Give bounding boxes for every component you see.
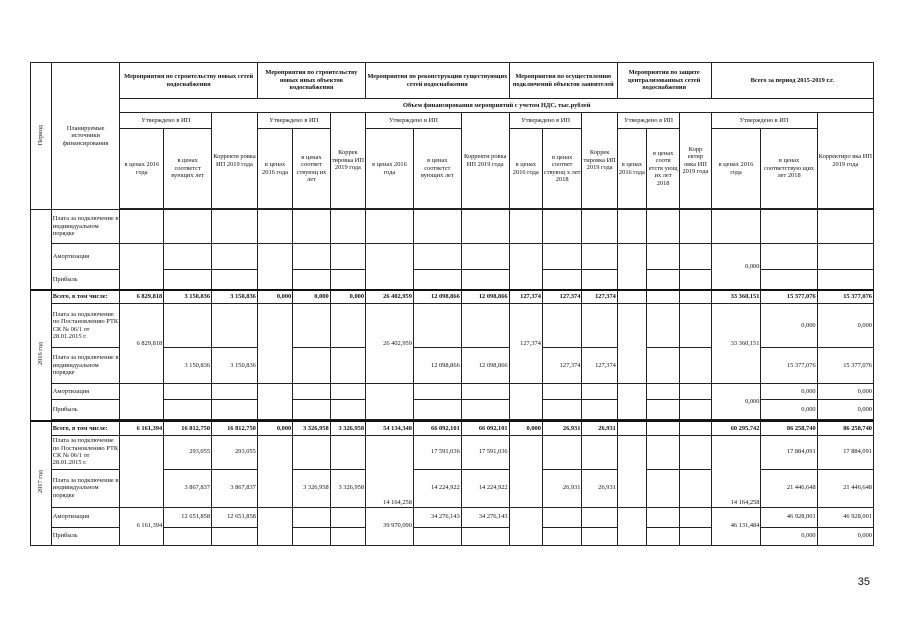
group-header-4: Мероприятия по осуществлению подключений объектов заявителей (509, 63, 617, 99)
y2017-amort-cell: 34 276,143 (413, 507, 461, 527)
y2017-ind-cell: 3 867,837 (164, 469, 212, 507)
period-cell-0 (31, 210, 52, 290)
row-label-plata-ind: Плата за подключение в индивидуальном порядке (51, 210, 120, 244)
y2017-total-cell: 86 258,740 (817, 421, 873, 435)
y2016-g4-2016: 127,374 (509, 304, 542, 384)
y2017-ind-cell: 14 224,922 (461, 469, 509, 507)
y2017-total-cell: 26,931 (582, 421, 617, 435)
y2016-g6-2016: 33 360,151 (711, 304, 761, 384)
y2016-ind-cell: 12 098,866 (413, 348, 461, 384)
y2017-ind-cell: 26,931 (582, 469, 617, 507)
g3-2016-header: в ценах 2016 года (366, 129, 414, 209)
sources-header: Планируемые источники финансирования (51, 63, 120, 210)
y2016-total-cell: 33 360,151 (711, 290, 761, 304)
y2016-total-cell: 3 150,836 (164, 290, 212, 304)
g5-corr-header: Корр ектир овка ИП 2019 года (680, 113, 711, 209)
y2016-amort-cell: 0,000 (817, 384, 873, 400)
y2016-total-cell: 6 829,818 (120, 290, 164, 304)
g4-2016-header: в ценах 2016 года (509, 129, 542, 209)
y2017-rtk-cell: 293,055 (164, 435, 212, 469)
y2017-profit-label: Прибыль (51, 527, 120, 545)
y2016-total-cell: 12 098,866 (461, 290, 509, 304)
approved-label-1: Утверждено в ИП (120, 113, 212, 129)
y2017-g3-2016: 39 970,090 (366, 507, 414, 545)
y2016-profit-cell: 0,000 (817, 400, 873, 420)
g2-2016-header: в ценах 2016 года (257, 129, 292, 209)
y2016-g3-2016: 26 402,959 (366, 304, 414, 384)
approved-label-5: Утверждено в ИП (617, 113, 679, 129)
y2016-total-label: Всего, в том числе: (51, 290, 120, 304)
y2016-g1-2016: 6 829,818 (120, 304, 164, 384)
period-2016: 2016 год (31, 290, 52, 422)
y2017-total-label: Всего, в том числе: (51, 421, 120, 435)
group-header-2: Мероприятия по строительству новых иных объектов водоснабжения (257, 63, 365, 99)
g6-corr-header: Корректиро вка ИП 2019 года (817, 113, 873, 209)
y2016-total-cell: 0,000 (257, 290, 292, 304)
g1-2016-header: в ценах 2016 года (120, 129, 164, 209)
top-g6-merged: 0,000 (711, 244, 761, 290)
y2017-total-cell: 66 092,101 (413, 421, 461, 435)
y2017-ind-cell: 3 867,837 (212, 469, 258, 507)
y2017-total-cell: 60 295,742 (711, 421, 761, 435)
y2017-total-cell: 3 326,958 (330, 421, 365, 435)
g1-corr-header: Корректи ровка ИП 2019 года (212, 113, 258, 209)
y2016-ind-cell: 12 098,866 (461, 348, 509, 384)
y2017-amort-cell: 46 928,001 (817, 507, 873, 527)
y2016-rtk-cell: 0,000 (817, 304, 873, 348)
y2016-ind-cell: 3 150,836 (164, 348, 212, 384)
y2017-profit-cell: 0,000 (761, 527, 817, 545)
y2017-amort-cell: 46 928,001 (761, 507, 817, 527)
approved-label-2: Утверждено в ИП (257, 113, 330, 129)
y2017-rtk-cell: 17 591,036 (413, 435, 461, 469)
y2017-rtk-cell: 293,055 (212, 435, 258, 469)
y2017-total-cell: 66 092,101 (461, 421, 509, 435)
y2017-total-cell: 0,000 (509, 421, 542, 435)
y2017-ind-cell: 21 446,648 (761, 469, 817, 507)
y2016-profit-label: Прибыль (51, 400, 120, 420)
group-header-6: Всего за период 2015-2019 г.г. (711, 63, 873, 99)
y2017-total-cell: 0,000 (257, 421, 292, 435)
y2016-total-cell: 0,000 (293, 290, 330, 304)
y2017-ind-cell: 3 326,958 (330, 469, 365, 507)
y2016-total-cell: 12 098,866 (413, 290, 461, 304)
y2016-ind-label: Плата за подключение в индивидуальном порядке (51, 348, 120, 384)
y2017-rtk-cell: 17 884,091 (817, 435, 873, 469)
financing-table (30, 62, 874, 546)
y2016-total-cell: 26 402,959 (366, 290, 414, 304)
y2017-ind-cell: 3 326,958 (293, 469, 330, 507)
y2016-total-cell: 15 377,076 (817, 290, 873, 304)
y2017-total-cell: 26,931 (542, 421, 582, 435)
y2017-total-cell: 16 812,750 (212, 421, 258, 435)
y2016-g6-merged: 0,000 (711, 384, 761, 420)
y2017-amort-cell: 12 651,858 (212, 507, 258, 527)
y2017-profit-cell: 0,000 (817, 527, 873, 545)
g4-corr-header: Коррек тировка ИП 2019 года (582, 113, 617, 209)
y2017-ind-cell: 21 446,648 (817, 469, 873, 507)
row-label-profit: Прибыль (51, 270, 120, 290)
y2016-total-cell: 127,374 (509, 290, 542, 304)
y2016-ind-cell: 3 150,836 (212, 348, 258, 384)
g6-years-header: в ценах соответствую щих лет 2018 (761, 129, 817, 209)
y2016-amort-cell: 0,000 (761, 384, 817, 400)
y2017-amort-cell: 12 651,858 (164, 507, 212, 527)
y2016-total-cell: 127,374 (582, 290, 617, 304)
y2017-total-cell: 86 258,740 (761, 421, 817, 435)
y2017-rtk-cell: 17 591,036 (461, 435, 509, 469)
g6-2016-header: в ценах 2016 года (711, 129, 761, 209)
row-label-amort: Амортизация (51, 244, 120, 270)
approved-label-3: Утверждено в ИП (366, 113, 462, 129)
y2016-ind-cell: 15 377,076 (761, 348, 817, 384)
page-number: 35 (857, 576, 870, 588)
y2017-ind-cell: 26,931 (542, 469, 582, 507)
approved-label-4: Утверждено в ИП (509, 113, 582, 129)
period-2017: 2017 год (31, 421, 52, 545)
g5-2016-header: в ценах 2016 года (617, 129, 646, 209)
y2016-total-cell: 15 377,076 (761, 290, 817, 304)
y2016-rtk-cell: 0,000 (761, 304, 817, 348)
y2017-g1-2016: 6 161,394 (120, 507, 164, 545)
group-header-5: Мероприятия по защите централизованных сетей водоснабжения (617, 63, 711, 99)
y2017-g6-2016-rtk: 14 164,258 (711, 435, 761, 507)
g2-years-header: в ценах соответ ствующ их лет (293, 129, 330, 209)
y2016-ind-cell: 127,374 (582, 348, 617, 384)
y2017-amort-label: Амортизация (51, 507, 120, 527)
group-header-1: Мероприятия по строительству новых сетей водоснабжения (120, 63, 257, 99)
y2017-total-cell: 6 161,394 (120, 421, 164, 435)
y2017-amort-cell: 34 276,143 (461, 507, 509, 527)
y2017-ind-label: Плата за подключение в индивидуальном порядке (51, 469, 120, 507)
y2017-g6-2016: 46 131,484 (711, 507, 761, 545)
g3-years-header: в ценах соответст вующих лет (413, 129, 461, 209)
approved-label-6: Утверждено в ИП (711, 113, 817, 129)
g4-years-header: в ценах соответ ствующ х лет 2018 (542, 129, 582, 209)
y2017-g3-2016-rtk: 14 164,258 (366, 435, 414, 507)
y2017-total-cell: 3 326,958 (293, 421, 330, 435)
g1-years-header: в ценах соответст вующих лет (164, 129, 212, 209)
y2017-total-cell: 54 134,348 (366, 421, 414, 435)
y2016-ind-cell: 127,374 (542, 348, 582, 384)
g3-corr-header: Корректи ровка ИП 2019 года (461, 113, 509, 209)
y2016-amort-label: Амортизация (51, 384, 120, 400)
period-header: Период (31, 63, 52, 210)
y2017-rtk-label: Плата за подключение по Постановлению РТК СК № 06/1 от 28.01.2015 г. (51, 435, 120, 469)
y2017-ind-cell: 14 224,922 (413, 469, 461, 507)
y2016-profit-cell: 0,000 (761, 400, 817, 420)
volume-header: Объем финансирования мероприятий с учетом НДС, тыс.рублей (120, 99, 874, 113)
y2017-rtk-cell: 17 884,091 (761, 435, 817, 469)
y2016-rtk-label: Плата за подключение по Постановлению РТК СК № 06/1 от 28.01.2015 г. (51, 304, 120, 348)
y2017-total-cell: 16 812,750 (164, 421, 212, 435)
g2-corr-header: Коррек тировка ИП 2019 года (330, 113, 365, 209)
y2016-total-cell: 0,000 (330, 290, 365, 304)
y2016-total-cell: 127,374 (542, 290, 582, 304)
y2016-ind-cell: 15 377,076 (817, 348, 873, 384)
group-header-3: Мероприятия по реконструкции существующих сетей водоснабжения (366, 63, 510, 99)
g5-years-header: в ценах соотв етств ующ их лет 2018 (646, 129, 679, 209)
y2016-total-cell: 3 150,836 (212, 290, 258, 304)
